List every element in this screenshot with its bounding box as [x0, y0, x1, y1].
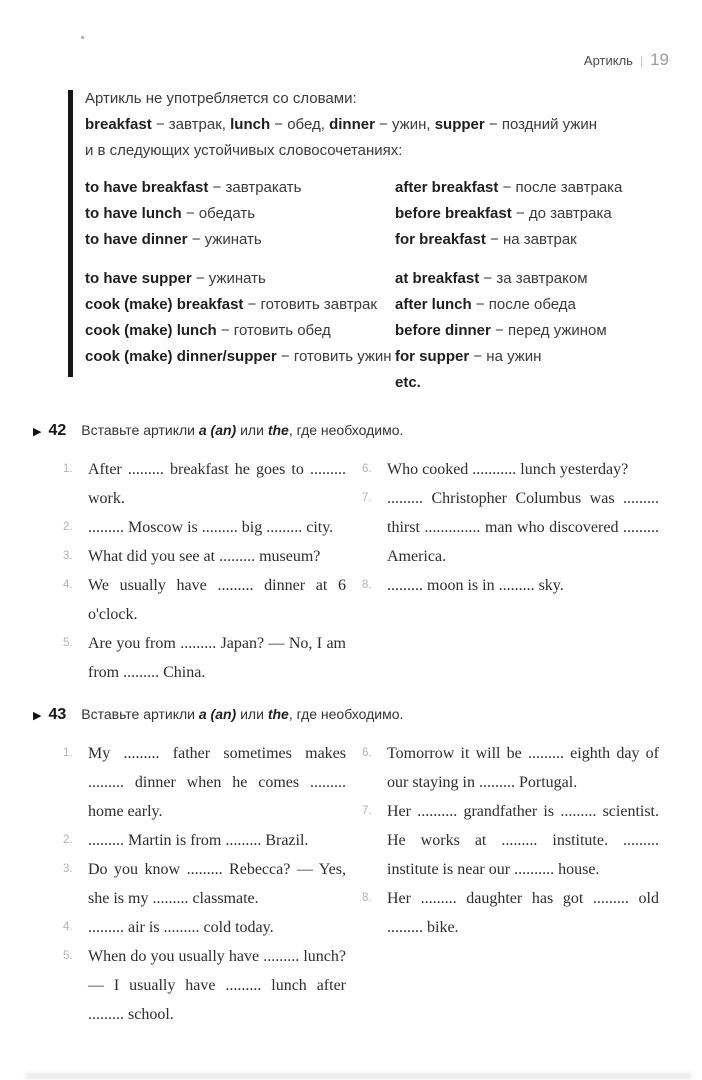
exercise-item	[63, 739, 346, 826]
item-text: ......... moon is in ......... sky.	[387, 577, 564, 594]
phrase-english: to have lunch	[85, 205, 182, 222]
exercise-item	[362, 571, 659, 600]
text-run: − завтрак,	[151, 116, 231, 133]
exercise-item	[362, 797, 659, 884]
item-text: Are you from ......... Japan? — No, I am from ......... China.	[88, 635, 346, 681]
item-number: 5.	[63, 637, 73, 649]
exercise-marker-icon: ▶	[33, 710, 42, 722]
phrase-gap	[395, 253, 670, 266]
item-number: 4.	[63, 579, 73, 591]
item-number: 2.	[63, 834, 73, 846]
phrase-row	[395, 370, 670, 396]
phrase-english: for supper	[395, 348, 470, 365]
rule-phrase-columns	[85, 175, 670, 396]
item-text: When do you usually have ......... lunch? — I usually have ......... lunch after ......... school.	[88, 948, 346, 1023]
running-head-section: Артикль	[583, 53, 633, 68]
exercise-item	[63, 629, 346, 687]
exercise-43	[33, 706, 670, 1029]
item-text: Who cooked ........... lunch yesterday?	[387, 461, 629, 478]
text-run: − ужин,	[374, 116, 435, 133]
phrase-english: cook (make) dinner/supper	[85, 348, 277, 365]
text-run: или	[236, 706, 268, 722]
item-number: 4.	[63, 921, 73, 933]
exercise-item	[362, 739, 659, 797]
exercise-instruction	[81, 706, 403, 722]
rule-box-left-bar	[68, 90, 73, 377]
item-text: ......... Moscow is ......... big ......... city.	[88, 519, 334, 536]
text-run: − поздний ужин	[484, 116, 597, 133]
rule-box-content	[85, 86, 670, 396]
rule-intro: Артикль не употребляется со словами:	[85, 90, 357, 107]
phrase-english: to have supper	[85, 270, 192, 287]
phrase-row: for breakfast − на завтрак	[395, 231, 577, 248]
exercise-43-left-column	[63, 739, 346, 1029]
phrase-row: after lunch − после обеда	[395, 296, 576, 313]
scan-shadow-bar	[25, 1073, 692, 1079]
exercise-item	[63, 826, 346, 855]
exercise-item	[63, 855, 346, 913]
item-number: 3.	[63, 550, 73, 562]
item-number: 8.	[362, 892, 372, 904]
item-number: 6.	[362, 747, 372, 759]
bold-italic-term: the	[267, 422, 289, 438]
rule-box	[68, 86, 670, 396]
exercise-item	[63, 942, 346, 1029]
bold-term: breakfast	[85, 116, 152, 133]
exercise-42	[33, 422, 670, 687]
item-number: 8.	[362, 579, 372, 591]
text-run: , где необходимо.	[288, 706, 404, 722]
item-number: 5.	[63, 950, 73, 962]
exercise-item	[63, 455, 346, 513]
text-run: Вставьте артикли	[81, 706, 199, 722]
rule-outro: и в следующих устойчивых словосочетаниях:	[85, 142, 403, 159]
item-text: After ......... breakfast he goes to ......... work.	[88, 461, 346, 507]
exercise-number: 43	[48, 706, 67, 723]
exercise-item	[63, 513, 346, 542]
exercise-item	[63, 542, 346, 571]
bold-term: lunch	[230, 116, 271, 133]
text-run: , где необходимо.	[288, 422, 404, 438]
phrase-english: after lunch	[395, 296, 472, 313]
exercise-42-left-column	[63, 455, 346, 687]
phrase-english: etc.	[395, 374, 421, 391]
item-number: 7.	[362, 805, 372, 817]
exercise-item	[362, 884, 659, 942]
bold-term: supper	[434, 116, 485, 133]
exercise-43-right-column	[362, 739, 659, 1029]
exercise-instruction	[81, 422, 403, 438]
bold-italic-term: the	[267, 706, 289, 722]
running-head	[584, 50, 669, 70]
phrase-row: before dinner − перед ужином	[395, 322, 607, 339]
item-number: 7.	[362, 492, 372, 504]
bold-italic-term: a (an)	[198, 422, 237, 438]
item-text: My ......... father sometimes makes ......... dinner when he comes ......... home early.	[88, 745, 346, 820]
phrase-english: after breakfast	[395, 179, 499, 196]
page-number: 19	[650, 50, 669, 69]
phrase-gap	[85, 253, 395, 266]
item-number: 2.	[63, 521, 73, 533]
item-number: 1.	[63, 747, 73, 759]
text-run: Вставьте артикли	[81, 422, 199, 438]
exercise-item	[63, 913, 346, 942]
exercise-43-header	[33, 706, 670, 724]
item-text: What did you see at ......... museum?	[88, 548, 321, 565]
exercise-42-columns	[33, 455, 670, 687]
phrase-row: for supper − на ужин	[395, 348, 542, 365]
phrase-english: cook (make) lunch	[85, 322, 217, 339]
item-text: Do you know ......... Rebecca? — Yes, she is my ......... classmate.	[88, 861, 346, 907]
phrase-row: to have supper − ужинать	[85, 270, 266, 287]
item-text: ......... Martin is from ......... Brazil.	[88, 832, 309, 849]
exercise-42-right-column	[362, 455, 659, 687]
rule-phrases-left	[85, 175, 395, 396]
scan-artifact-dot	[81, 36, 84, 39]
item-number: 6.	[362, 463, 372, 475]
phrase-row: cook (make) lunch − готовить обед	[85, 322, 331, 339]
rule-words-line	[85, 112, 670, 138]
phrase-row: to have lunch − обедать	[85, 205, 256, 222]
text-run: − обед,	[270, 116, 330, 133]
exercise-43-columns	[33, 739, 670, 1029]
item-text: We usually have ......... dinner at 6 o'clock.	[88, 577, 346, 623]
item-text: Her ......... daughter has got ......... old ......... bike.	[387, 890, 659, 936]
item-number: 3.	[63, 863, 73, 875]
text-run: или	[236, 422, 268, 438]
phrase-english: at breakfast	[395, 270, 480, 287]
phrase-english: before breakfast	[395, 205, 512, 222]
rule-phrases-right	[395, 175, 670, 396]
item-text: ......... Christopher Columbus was ......... thirst .............. man who discovered ......... America.	[387, 490, 659, 565]
phrase-row: cook (make) breakfast − готовить завтрак	[85, 296, 377, 313]
exercise-number: 42	[48, 422, 67, 439]
phrase-english: to have breakfast	[85, 179, 209, 196]
phrase-row: before breakfast − до завтрака	[395, 205, 612, 222]
bold-italic-term: a (an)	[198, 706, 237, 722]
exercise-marker-icon: ▶	[33, 426, 42, 438]
bold-term: dinner	[329, 116, 375, 133]
item-text: ......... air is ......... cold today.	[88, 919, 274, 936]
item-text: Her .......... grandfather is ......... scientist. He works at ......... institute. ......... institute is near our .......... house.	[387, 803, 659, 878]
phrase-english: before dinner	[395, 322, 491, 339]
phrase-english: cook (make) breakfast	[85, 296, 244, 313]
phrase-row: cook (make) dinner/supper − готовить ужин	[85, 348, 392, 365]
phrase-row: at breakfast − за завтраком	[395, 270, 588, 287]
exercise-item	[362, 484, 659, 571]
exercise-item	[63, 571, 346, 629]
phrase-english: for breakfast	[395, 231, 486, 248]
item-text: Tomorrow it will be ......... eighth day of our staying in ......... Portugal.	[387, 745, 659, 791]
item-number: 1.	[63, 463, 73, 475]
phrase-row: after breakfast − после завтрака	[395, 179, 623, 196]
phrase-row: to have breakfast − завтракать	[85, 179, 302, 196]
phrase-row: to have dinner − ужинать	[85, 231, 262, 248]
phrase-english: to have dinner	[85, 231, 188, 248]
exercise-item	[362, 455, 659, 484]
running-head-separator: |	[639, 54, 644, 68]
exercise-42-header	[33, 422, 670, 440]
